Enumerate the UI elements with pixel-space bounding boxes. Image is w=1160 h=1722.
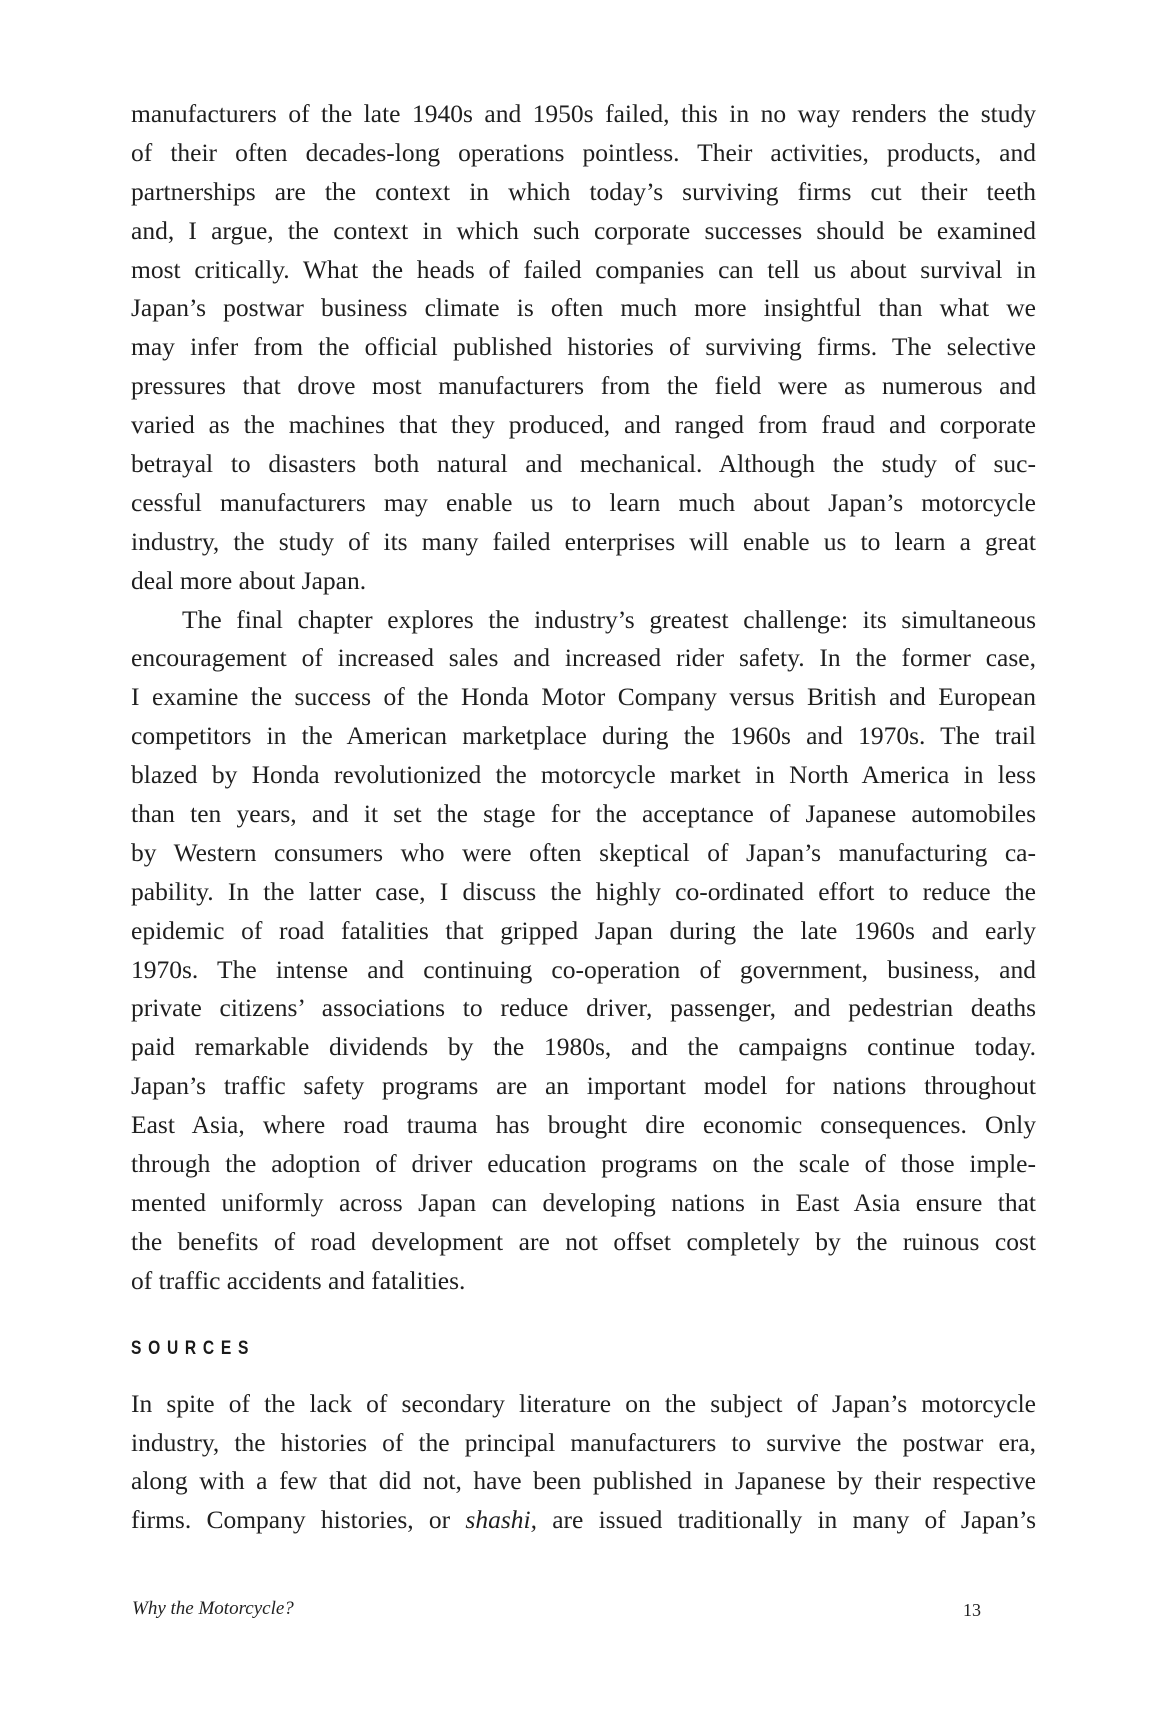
- text-line: Japan’s traffic safety programs are an important model for nations throughout: [131, 1071, 1036, 1101]
- italic-term-shashi: shashi,: [465, 1505, 537, 1535]
- text-line: 1970s. The intense and continuing co-operation of government, business, and: [131, 954, 1036, 984]
- paragraph-1: [131, 95, 1036, 601]
- text-line: industry, the histories of the principal manufacturers to survive the postwar era,: [131, 1427, 1036, 1457]
- text-line: In spite of the lack of secondary literature on the subject of Japan’s motorcycle: [131, 1388, 1036, 1418]
- section-heading-sources: SOURCES: [131, 1337, 256, 1359]
- text-line: varied as the machines that they produced, and ranged from fraud and corporate: [131, 410, 1036, 440]
- text-line: through the adoption of driver education programs on the scale of those imple-: [131, 1149, 1036, 1179]
- text-line: [131, 1501, 1036, 1540]
- paragraph-sources: [131, 1385, 1036, 1541]
- text-line: along with a few that did not, have been published in Japanese by their respective: [131, 1466, 1036, 1496]
- text-line: encouragement of increased sales and increased rider safety. In the former case,: [131, 643, 1036, 673]
- text-line: pability. In the latter case, I discuss the highly co-ordinated effort to reduce the: [131, 876, 1036, 906]
- text-segment: firms. Company histories, or: [131, 1505, 466, 1535]
- text-line: than ten years, and it set the stage for the acceptance of Japanese automobiles: [131, 799, 1036, 829]
- text-line: deal more about Japan.: [131, 565, 367, 595]
- text-segment: are issued traditionally in many of Japan’s: [536, 1505, 1037, 1535]
- paragraph-2: [131, 601, 1036, 1301]
- text-line: of their often decades-long operations pointless. Their activities, products, and: [131, 137, 1036, 167]
- text-line: may infer from the official published histories of surviving firms. The selective: [131, 332, 1036, 362]
- section-heading-wrap: [131, 1301, 1036, 1375]
- text-line: pressures that drove most manufacturers from the field were as numerous and: [131, 371, 1036, 401]
- text-line: manufacturers of the late 1940s and 1950s failed, this in no way renders the study: [131, 99, 1036, 128]
- text-line: Japan’s postwar business climate is often much more insightful than what we: [131, 293, 1036, 323]
- text-line: epidemic of road fatalities that gripped Japan during the late 1960s and early: [131, 915, 1036, 945]
- text-line: blazed by Honda revolutionized the motorcycle market in North America in less: [131, 760, 1036, 790]
- text-line: partnerships are the context in which today’s surviving firms cut their teeth: [131, 176, 1036, 206]
- text-line: most critically. What the heads of failed companies can tell us about survival in: [131, 254, 1036, 284]
- text-line: I examine the success of the Honda Motor Company versus British and European: [131, 682, 1036, 712]
- text-line: industry, the study of its many failed enterprises will enable us to learn a great: [131, 526, 1036, 556]
- text-line: The final chapter explores the industry’s greatest challenge: its simultaneous: [182, 604, 1036, 634]
- page-number: 13: [963, 1600, 981, 1620]
- running-footer-title: Why the Motorcycle?: [132, 1598, 294, 1619]
- text-line: and, I argue, the context in which such corporate successes should be examined: [131, 215, 1036, 245]
- text-line: private citizens’ associations to reduce driver, passenger, and pedestrian deaths: [131, 993, 1036, 1023]
- text-line: of traffic accidents and fatalities.: [131, 1265, 466, 1295]
- text-line: by Western consumers who were often skeptical of Japan’s manufacturing ca-: [131, 837, 1036, 867]
- text-line: cessful manufacturers may enable us to learn much about Japan’s motorcycle: [131, 487, 1036, 517]
- text-line: paid remarkable dividends by the 1980s, and the campaigns continue today.: [131, 1032, 1036, 1062]
- text-line: mented uniformly across Japan can developing nations in East Asia ensure that: [131, 1187, 1036, 1217]
- text-line: betrayal to disasters both natural and mechanical. Although the study of suc-: [131, 449, 1036, 479]
- text-line: East Asia, where road trauma has brought dire economic consequences. Only: [131, 1110, 1036, 1140]
- body-text: [131, 95, 1036, 1540]
- text-line: the benefits of road development are not offset completely by the ruinous cost: [131, 1226, 1036, 1256]
- text-line: competitors in the American marketplace during the 1960s and 1970s. The trail: [131, 721, 1036, 751]
